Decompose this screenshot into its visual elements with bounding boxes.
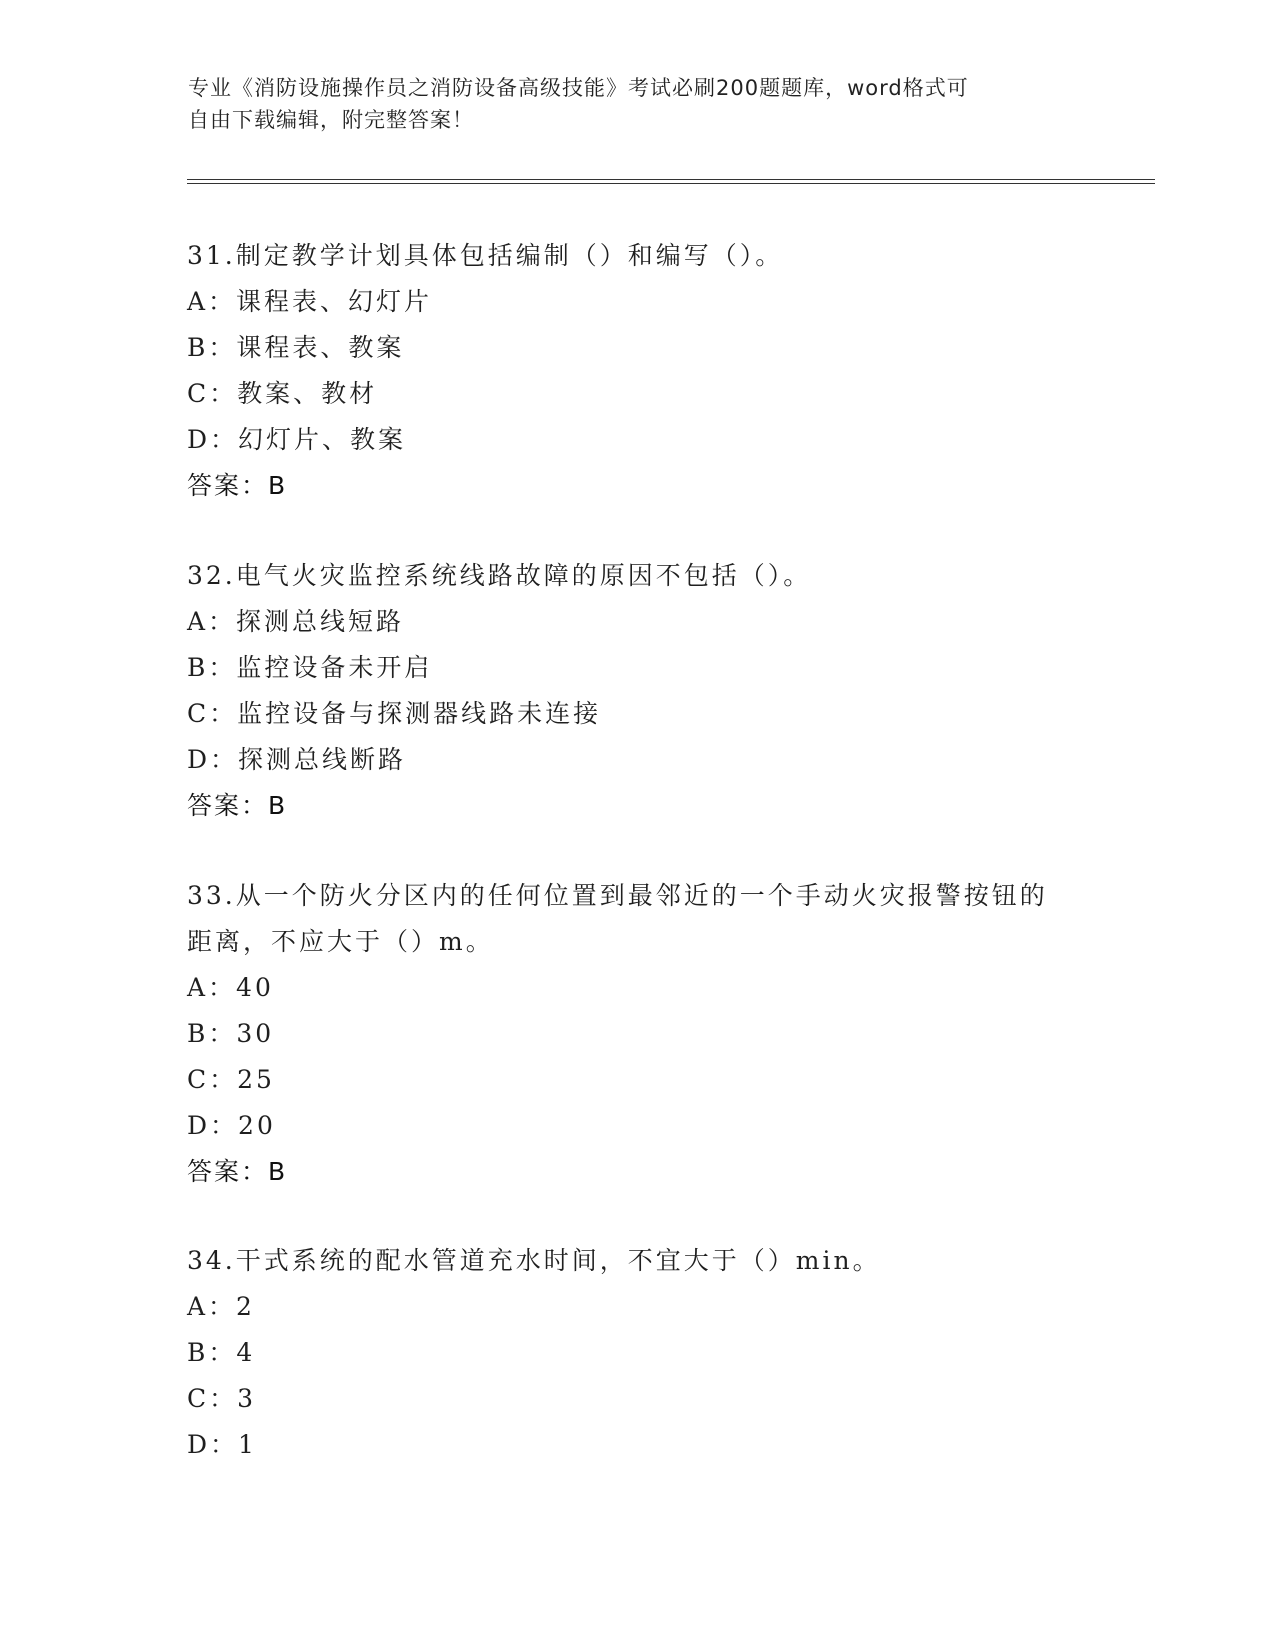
option-c: C：监控设备与探测器线路未连接	[187, 699, 602, 728]
option-c: C：教案、教材	[187, 379, 378, 408]
option-c: C：25	[187, 1065, 275, 1094]
question-text: 32.电气火灾监控系统线路故障的原因不包括（）。	[187, 561, 812, 590]
option-a: A：2	[187, 1292, 255, 1321]
option-d: D：幻灯片、教案	[187, 425, 407, 454]
answer: 答案：B	[187, 791, 288, 820]
question-text-line-2: 距离，不应大于（）m。	[187, 927, 494, 956]
header-line-1: 专业《消防设施操作员之消防设备高级技能》考试必刷200题题库，word格式可	[188, 76, 969, 100]
question-text: 31.制定教学计划具体包括编制（）和编写（）。	[187, 241, 784, 270]
option-c: C：3	[187, 1384, 257, 1413]
header-divider-bottom	[187, 183, 1155, 184]
document-header	[188, 72, 1088, 136]
header-divider-top	[187, 179, 1155, 180]
option-a: A：课程表、幻灯片	[187, 287, 433, 316]
header-line-2: 自由下载编辑，附完整答案！	[188, 108, 474, 132]
option-a: A：40	[187, 973, 274, 1002]
option-a: A：探测总线短路	[187, 607, 405, 636]
option-b: B：30	[187, 1019, 275, 1048]
option-d: D：20	[187, 1111, 276, 1140]
option-b: B：监控设备未开启	[187, 653, 433, 682]
option-d: D：1	[187, 1430, 257, 1459]
answer: 答案：B	[187, 471, 288, 500]
question-31	[187, 233, 1087, 509]
question-text-line-1: 33.从一个防火分区内的任何位置到最邻近的一个手动火灾报警按钮的	[187, 881, 1048, 910]
option-d: D：探测总线断路	[187, 745, 407, 774]
question-32	[187, 553, 1087, 829]
question-33	[187, 873, 1087, 1195]
question-text: 34.干式系统的配水管道充水时间，不宜大于（）min。	[187, 1246, 881, 1275]
answer: 答案：B	[187, 1157, 288, 1186]
option-b: B：4	[187, 1338, 256, 1367]
option-b: B：课程表、教案	[187, 333, 405, 362]
question-34	[187, 1238, 1087, 1468]
